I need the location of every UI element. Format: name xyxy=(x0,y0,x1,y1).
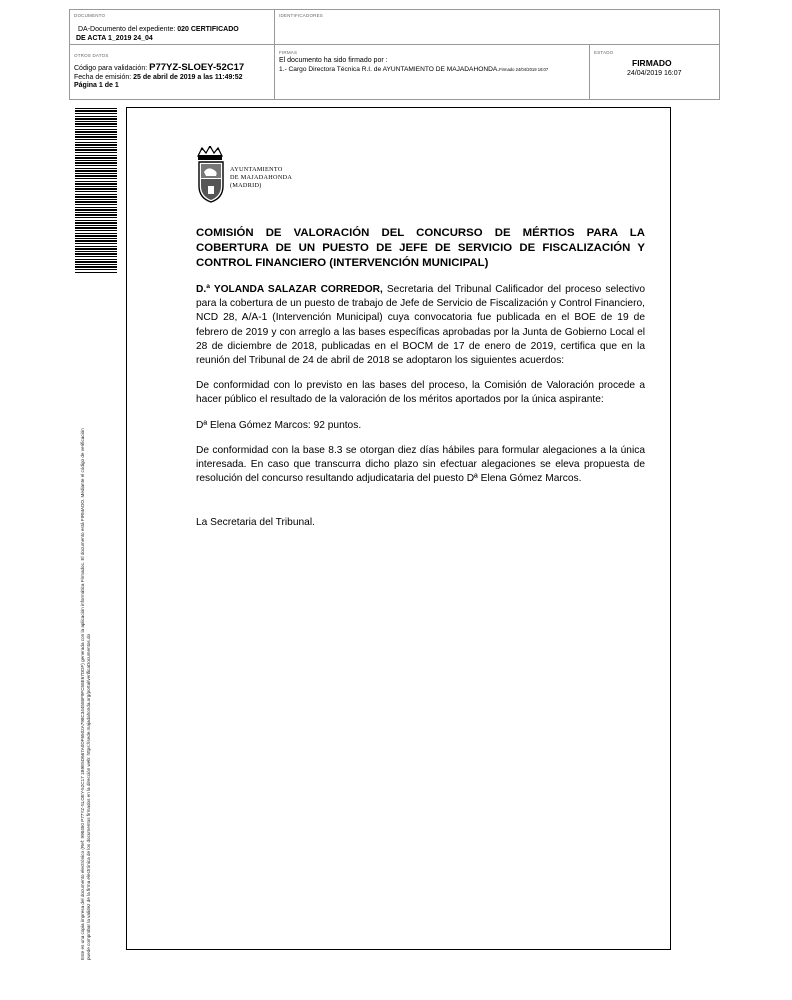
firmas-line1: El documento ha sido firmado por : xyxy=(279,57,388,64)
identificadores-label: IDENTIFICADORES xyxy=(279,13,324,18)
barcode xyxy=(75,108,117,274)
paragraph-4: De conformidad con la base 8.3 se otorgan diez días hábiles para formular alegaciones a la única interesada. En caso que transcurra dicho plazo sin efectuar alegaciones se eleva propuesta de resolución del concurso resultando adjudicataria del puesto Dª Elena Gómez Marcos. xyxy=(196,444,645,485)
documento-label: DOCUMENTO xyxy=(74,13,106,18)
documento-line2: DE ACTA 1_2019 24_04 xyxy=(76,35,153,42)
side-text-line1: Este es una copia impresa del documento electrónico (Ref: 998450 P77YZ-SLOEY-52C17 1B9E5D667A0DF6502A798C344558F9FC58E67DDF) generada con la aplicación informática Firmadoc. El documento está FIRMADO. Mediante el código de verificación xyxy=(80,428,85,960)
header-estado-box xyxy=(589,44,720,100)
header-documento-box xyxy=(69,9,275,45)
paragraph-3-result: Dª Elena Gómez Marcos: 92 puntos. xyxy=(196,419,362,431)
logo-line3: (MADRID) xyxy=(230,182,262,189)
logo-line2: DE MAJADAHONDA xyxy=(230,174,293,181)
codigo-validacion: Código para validación: P77YZ-SLOEY-52C17 xyxy=(74,62,245,73)
side-verification-text xyxy=(80,260,92,960)
paragraph-1: D.ª YOLANDA SALAZAR CORREDOR, Secretaria del Tribunal Calificador del proceso selectivo para la cobertura de un puesto de trabajo de Jefe de Servicio de Fiscalización y Control Financiero, NCD 28, A/A-1 (Intervención Municipal) cuya convocatoria fue publicada en el BOE de 19 de febrero de 2019 y con arreglo a las bases específicas aprobadas por la Junta de Gobierno Local el 28 de diciembre de 2018, publicadas en el BOCM de 17 de enero de 2019, certifica que en la reunión del Tribunal de 24 de abril de 2018 se adoptaron los siguientes acuerdos: xyxy=(196,284,645,367)
logo-text xyxy=(230,166,292,190)
signature-line: La Secretaria del Tribunal. xyxy=(196,517,315,529)
paragraph-2: De conformidad con lo previsto en las bases del proceso, la Comisión de Valoración procede a hacer público el resultado de la valoración de los méritos aportados por la única aspirante: xyxy=(196,380,645,406)
firmas-label: FIRMAS xyxy=(279,50,298,55)
side-text-line2: puede comprobar la validez de la firma electrónica de los documentos firmados en la dirección web: https://sede.majadahonda.org/portal/verificaDocumentos.do xyxy=(86,633,91,960)
estado-value: FIRMADO xyxy=(632,58,672,68)
document-title: COMISIÓN DE VALORACIÓN DEL CONCURSO DE MÉRTIOS PARA LA COBERTURA DE UN PUESTO DE JEFE DE SERVICIO DE FISCALIZACIÓN Y CONTROL FINANCIERO (INTERVENCIÓN MUNICIPAL) xyxy=(196,227,645,269)
otros-label: OTROS DATOS xyxy=(74,53,109,58)
signatory-name: D.ª YOLANDA SALAZAR CORREDOR, xyxy=(196,284,383,295)
fecha-emision: Fecha de emisión: 25 de abril de 2019 a las 11:49:52 xyxy=(74,74,243,81)
header-identificadores-box xyxy=(274,9,720,45)
pagina: Página 1 de 1 xyxy=(74,82,119,89)
estado-label: ESTADO xyxy=(594,50,614,55)
logo-line1: AYUNTAMIENTO xyxy=(230,166,283,173)
document-content xyxy=(196,226,645,542)
header-firmas-box xyxy=(274,44,590,100)
header-otros-box xyxy=(69,44,275,100)
firmas-line2: 1.- Cargo Directora Técnica R.I. de AYUNTAMIENTO DE MAJADAHONDA.Firmado 24/04/2019 16:07 xyxy=(279,66,549,73)
documento-line1: DA-Documento del expediente: 020 CERTIFICADO xyxy=(78,26,239,33)
estado-fecha: 24/04/2019 16:07 xyxy=(627,70,682,77)
spacer xyxy=(196,497,645,516)
